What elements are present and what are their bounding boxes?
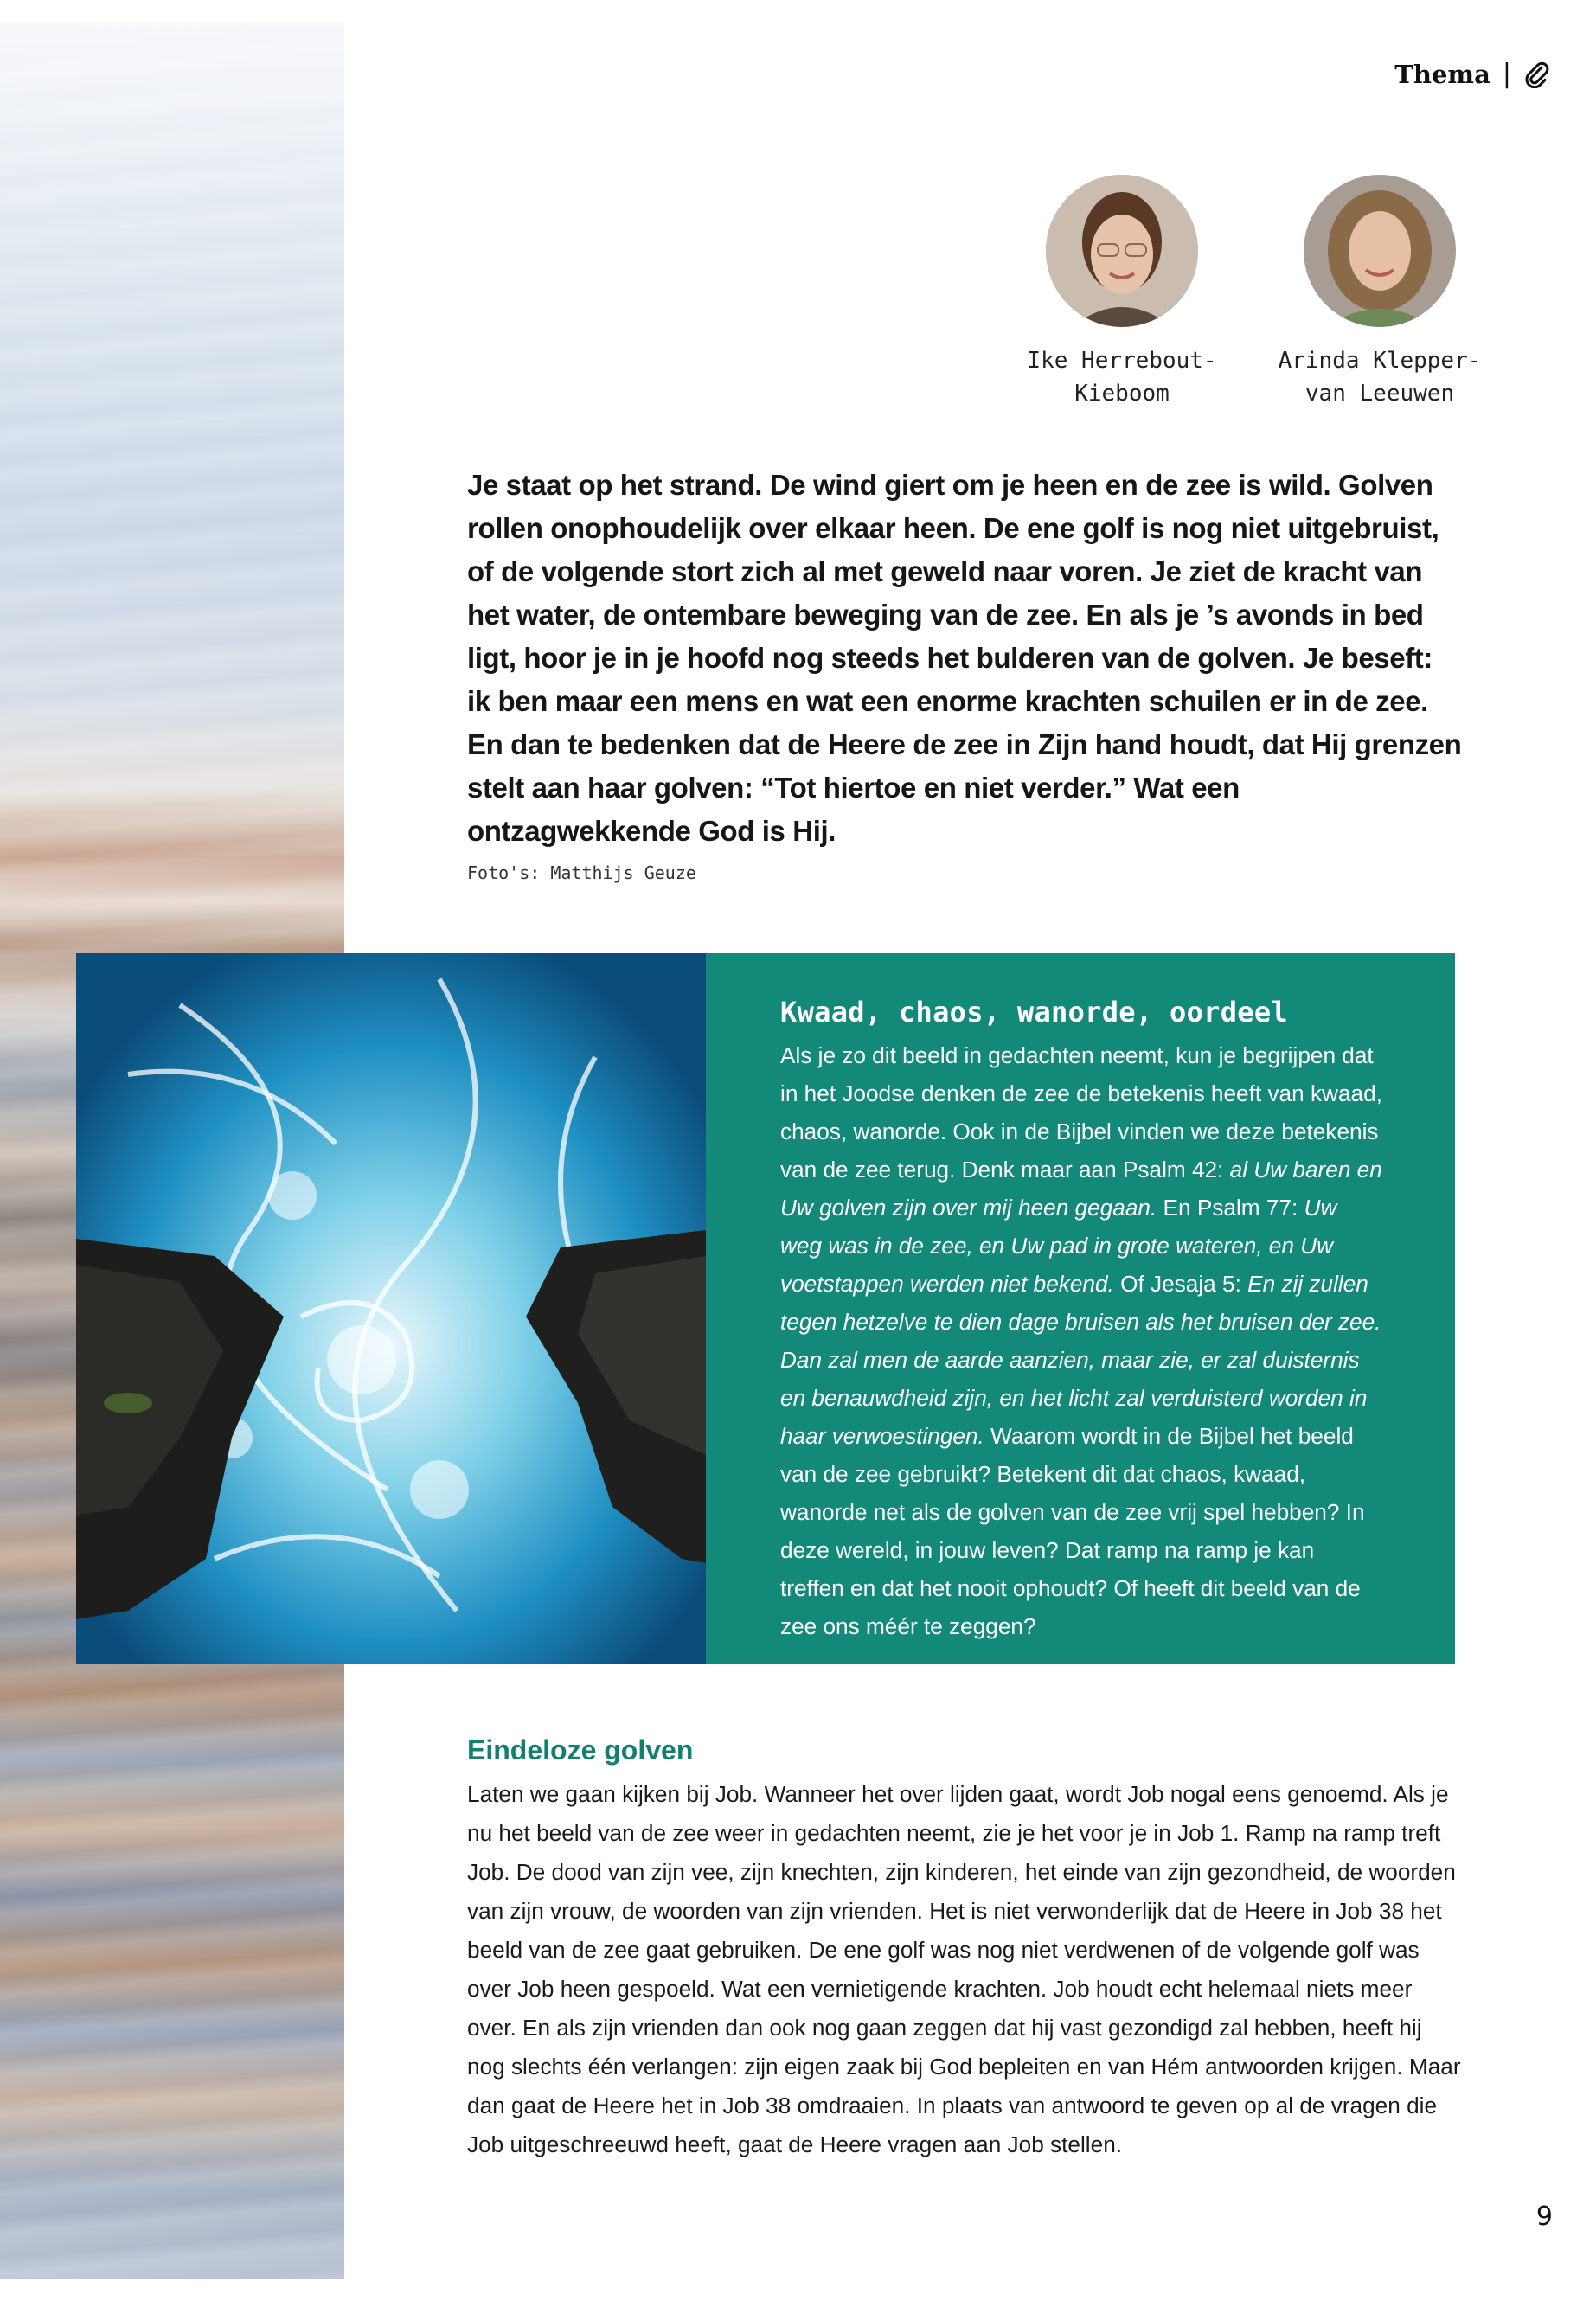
- section-body: Laten we gaan kijken bij Job. Wanneer het over lijden gaat, wordt Job nogal eens genoemd. Als je nu het beeld van de zee weer in gedachten neemt, zie je het voor je in Job 1. Ramp na ramp treft Job. De dood van zijn vee, zijn knechten, zijn kinderen, het einde van zijn gezondheid, de woorden van zijn vrouw, de woorden van zijn vrienden. Het is niet verwonderlijk dat de Heere in Job 38 het beeld van de zee gaat gebruiken. De ene golf was nog niet verdwenen of de volgende golf was over Job heen gespoeld. Wat een vernietigende krachten. Job houdt echt helemaal niets meer over. En als zijn vrienden dan ook nog gaan zeggen dat hij vast gezondigd zal hebben, heeft hij nog slechts één verlangen: zijn eigen zaak bij God bepleiten en van Hém antwoorden krijgen. Maar dan gaat de Heere het in Job 38 omdraaien. In plaats van antwoord te geven op al de vragen die Job uitgeschreeuwd heeft, gaat de Heere vragen aan Job stellen.: [467, 1781, 1461, 2157]
- section-eindeloze-golven: [467, 1734, 1462, 2164]
- author-photo: [1304, 175, 1456, 327]
- page-number: 9: [1535, 2202, 1553, 2232]
- box-quote: Uw weg was in de zee, en Uw pad in grote wateren, en Uw voetstappen werden niet bekend.: [780, 1195, 1337, 1297]
- author-name: Arinda Klepper- van Leeuwen: [1278, 348, 1482, 407]
- sea-waves-photo: [76, 953, 706, 1664]
- section-title: Eindeloze golven: [467, 1734, 694, 1766]
- intro-paragraph: Je staat op het strand. De wind giert om je heen en de zee is wild. Golven rollen onophoudelijk over elkaar heen. De ene golf is nog niet uitgebruist, of de volgende stort zich al met geweld naar voren. Je ziet de kracht van het water, de ontembare beweging van de zee. En als je ’s avonds in bed ligt, hoor je in je hoofd nog steeds het bulderen van de golven. Je beseft: ik ben maar een mens en wat een enorme krachten schuilen er in de zee. En dan te bedenken dat de Heere de zee in Zijn hand houdt, dat Hij grenzen stelt aan haar golven: “Tot hiertoe en niet verder.” Wat een ontzagwekkende God is Hij.: [467, 469, 1462, 847]
- photo-credit: Foto's: Matthijs Geuze: [467, 862, 696, 883]
- section-label: [1394, 59, 1551, 89]
- box-title: Kwaad, chaos, wanorde, oordeel: [780, 996, 1288, 1029]
- box-text: Of Jesaja 5:: [1113, 1271, 1248, 1297]
- box-text: Waarom wordt in de Bijbel het beeld van de zee gebruikt? Betekent dit dat chaos, kwaad, wanorde net als de golven van de zee vrij spel hebben? In deze wereld, in jouw leven? Dat ramp na ramp je kan treffen en dat het nooit ophoudt? Of heeft dit beeld van de zee ons méér te zeggen?: [780, 1423, 1365, 1639]
- box-quote: En zij zullen tegen hetzelve te dien dage bruisen als het bruisen der zee. Dan zal men de aarde aanzien, maar zie, er zal duisternis en benauwdheid zijn, en het licht zal verduisterd worden in haar verwoestingen.: [780, 1271, 1381, 1449]
- box-quote: al Uw baren en Uw golven zijn over mij heen gegaan.: [780, 1157, 1382, 1221]
- box-body: [780, 1036, 1384, 1645]
- author-name: Ike Herrebout- Kieboom: [1027, 348, 1217, 407]
- author-photo: [1046, 175, 1198, 327]
- author-2: [1263, 175, 1497, 410]
- paperclip-icon: [1523, 61, 1551, 88]
- separator: |: [1502, 59, 1511, 89]
- highlight-box: [706, 953, 1455, 1664]
- box-text: Als je zo dit beeld in gedachten neemt, kun je begrijpen dat in het Joodse denken de zee de betekenis heeft van kwaad, chaos, wanorde. Ook in de Bijbel vinden we deze betekenis van de zee terug. Denk maar aan Psalm 42:: [780, 1042, 1382, 1183]
- section-label-text: Thema: [1394, 59, 1490, 89]
- box-text: En Psalm 77:: [1157, 1195, 1304, 1221]
- author-1: [1005, 175, 1239, 410]
